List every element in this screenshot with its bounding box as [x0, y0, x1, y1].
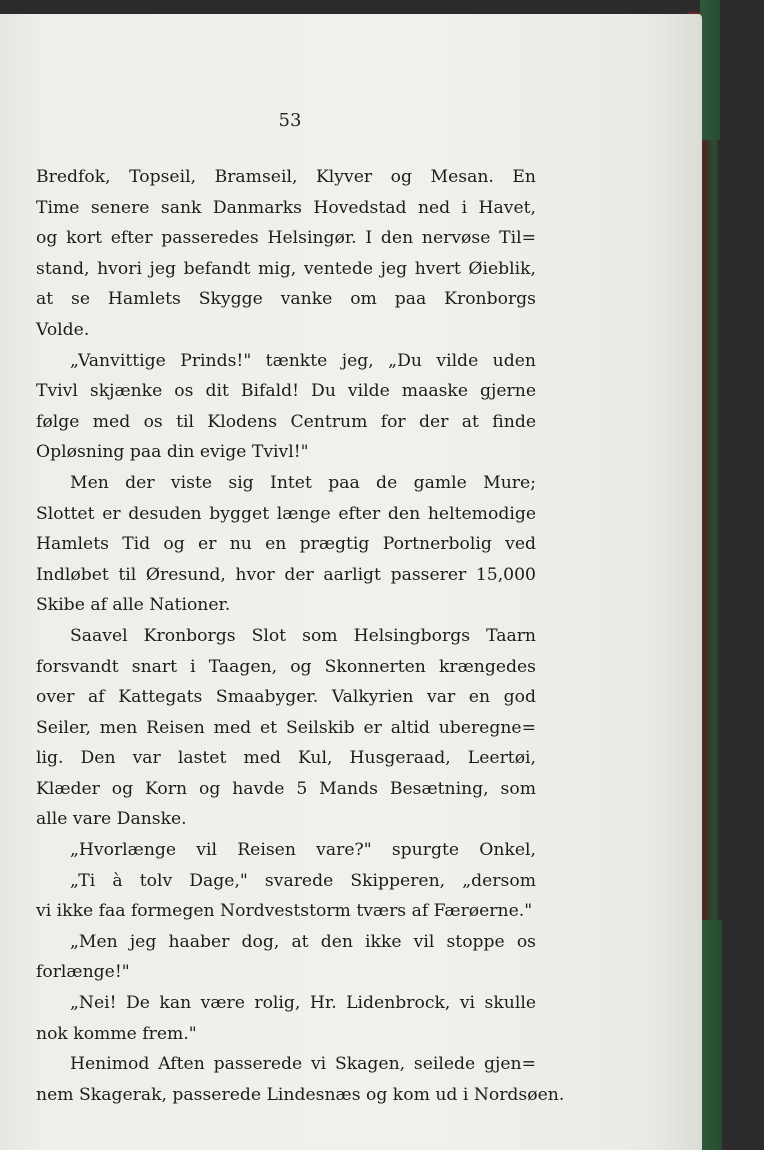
- text-line: Time senere sank Danmarks Hovedstad ned i Havet,: [36, 197, 536, 218]
- text-line: Seiler, men Reisen med et Seilskib er altid uberegne=: [36, 717, 536, 738]
- text-line: forlænge!": [36, 962, 130, 983]
- text-line: Bredfok, Topseil, Bramseil, Klyver og Mesan. En: [36, 167, 536, 187]
- text-line: og kort efter passeredes Helsingør. I den nervøse Til=: [36, 228, 536, 249]
- text-line: Opløsning paa din evige Tvivl!": [36, 442, 309, 463]
- text-line: „Men jeg haaber dog, at den ikke vil stoppe os: [70, 931, 536, 952]
- text-line: „Hvorlænge vil Reisen vare?" spurgte Onkel,: [70, 840, 536, 861]
- book-page: [0, 14, 702, 1150]
- text-line: alle vare Danske.: [36, 809, 187, 830]
- text-line: Tvivl skjænke os dit Bifald! Du vilde maaske gjerne: [36, 381, 536, 402]
- text-line: lig. Den var lastet med Kul, Husgeraad, Leertøi,: [36, 748, 536, 769]
- text-line: Slottet er desuden bygget længe efter den heltemodige: [36, 503, 536, 524]
- text-line: Skibe af alle Nationer.: [36, 595, 231, 616]
- text-line: at se Hamlets Skygge vanke om paa Kronborgs: [36, 289, 536, 310]
- body-text: [36, 162, 565, 1110]
- text-line: forsvandt snart i Taagen, og Skonnerten krængedes: [36, 656, 536, 677]
- text-line: Klæder og Korn og havde 5 Mands Besætning, som: [36, 778, 536, 799]
- text-line: nem Skagerak, passerede Lindesnæs og kom ud i Nordsøen.: [36, 1084, 565, 1105]
- text-line: nok komme frem.": [36, 1023, 197, 1044]
- text-line: „Vanvittige Prinds!" tænkte jeg, „Du vilde uden: [70, 350, 536, 371]
- text-line: følge med os til Klodens Centrum for der at finde: [36, 411, 536, 432]
- text-line: Henimod Aften passerede vi Skagen, seilede gjen=: [70, 1054, 536, 1075]
- text-line: Volde.: [36, 319, 90, 340]
- text-line: Saavel Kronborgs Slot som Helsingborgs Taarn: [70, 625, 536, 646]
- page-number: 53: [278, 110, 302, 131]
- book-cover-edge-top: [700, 0, 720, 140]
- text-line: Indløbet til Øresund, hvor der aarligt passerer 15,000: [36, 564, 536, 585]
- text-line: over af Kattegats Smaabyger. Valkyrien var en god: [36, 687, 536, 708]
- text-line: vi ikke faa formegen Nordveststorm tværs af Færøerne.": [36, 901, 533, 922]
- text-line: stand, hvori jeg befandt mig, ventede jeg hvert Øieblik,: [36, 258, 536, 279]
- text-line: Men der viste sig Intet paa de gamle Mure;: [70, 472, 536, 493]
- text-line: Hamlets Tid og er nu en prægtig Portnerbolig ved: [36, 534, 536, 555]
- text-line: „Nei! De kan være rolig, Hr. Lidenbrock, vi skulle: [70, 993, 536, 1014]
- book-cover-edge-bottom: [700, 920, 722, 1150]
- text-line: „Ti à tolv Dage," svarede Skipperen, „dersom: [70, 870, 536, 891]
